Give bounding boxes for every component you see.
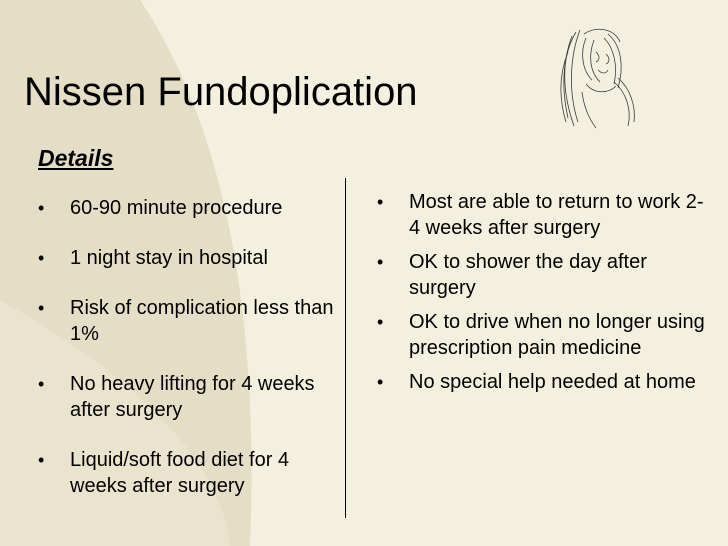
left-bullet-list <box>38 195 338 523</box>
bullet-icon: • <box>38 248 45 268</box>
bullet-text: Most are able to return to work 2-4 weeks after surgery <box>409 191 704 239</box>
right-bullet-list <box>377 189 707 403</box>
slide-title: Nissen Fundoplication <box>24 70 418 114</box>
bullet-icon: • <box>38 450 45 470</box>
list-item <box>38 295 338 347</box>
bullet-icon: • <box>38 374 45 394</box>
bullet-icon: • <box>38 198 45 218</box>
list-item <box>377 369 707 395</box>
bullet-text: No special help needed at home <box>409 371 696 393</box>
bullet-text: 1 night stay in hospital <box>70 247 268 269</box>
bullet-text: No heavy lifting for 4 weeks after surgery <box>70 373 315 421</box>
bullet-text: Risk of complication less than 1% <box>70 297 334 345</box>
bullet-text: 60-90 minute procedure <box>70 197 283 219</box>
face-sketch-image <box>556 22 638 130</box>
list-item <box>377 309 707 361</box>
list-item <box>38 245 338 271</box>
bullet-icon: • <box>38 298 45 318</box>
list-item <box>377 189 707 241</box>
list-item <box>38 447 338 499</box>
list-item <box>38 195 338 221</box>
column-divider <box>345 178 346 518</box>
bullet-icon: • <box>377 312 384 332</box>
list-item <box>38 371 338 423</box>
details-subtitle: Details <box>38 145 114 171</box>
bullet-text: OK to shower the day after surgery <box>409 251 647 299</box>
bullet-icon: • <box>377 252 384 272</box>
list-item <box>377 249 707 301</box>
bullet-text: OK to drive when no longer using prescription pain medicine <box>409 311 705 359</box>
bullet-text: Liquid/soft food diet for 4 weeks after surgery <box>70 449 290 497</box>
bullet-icon: • <box>377 192 384 212</box>
bullet-icon: • <box>377 372 384 392</box>
